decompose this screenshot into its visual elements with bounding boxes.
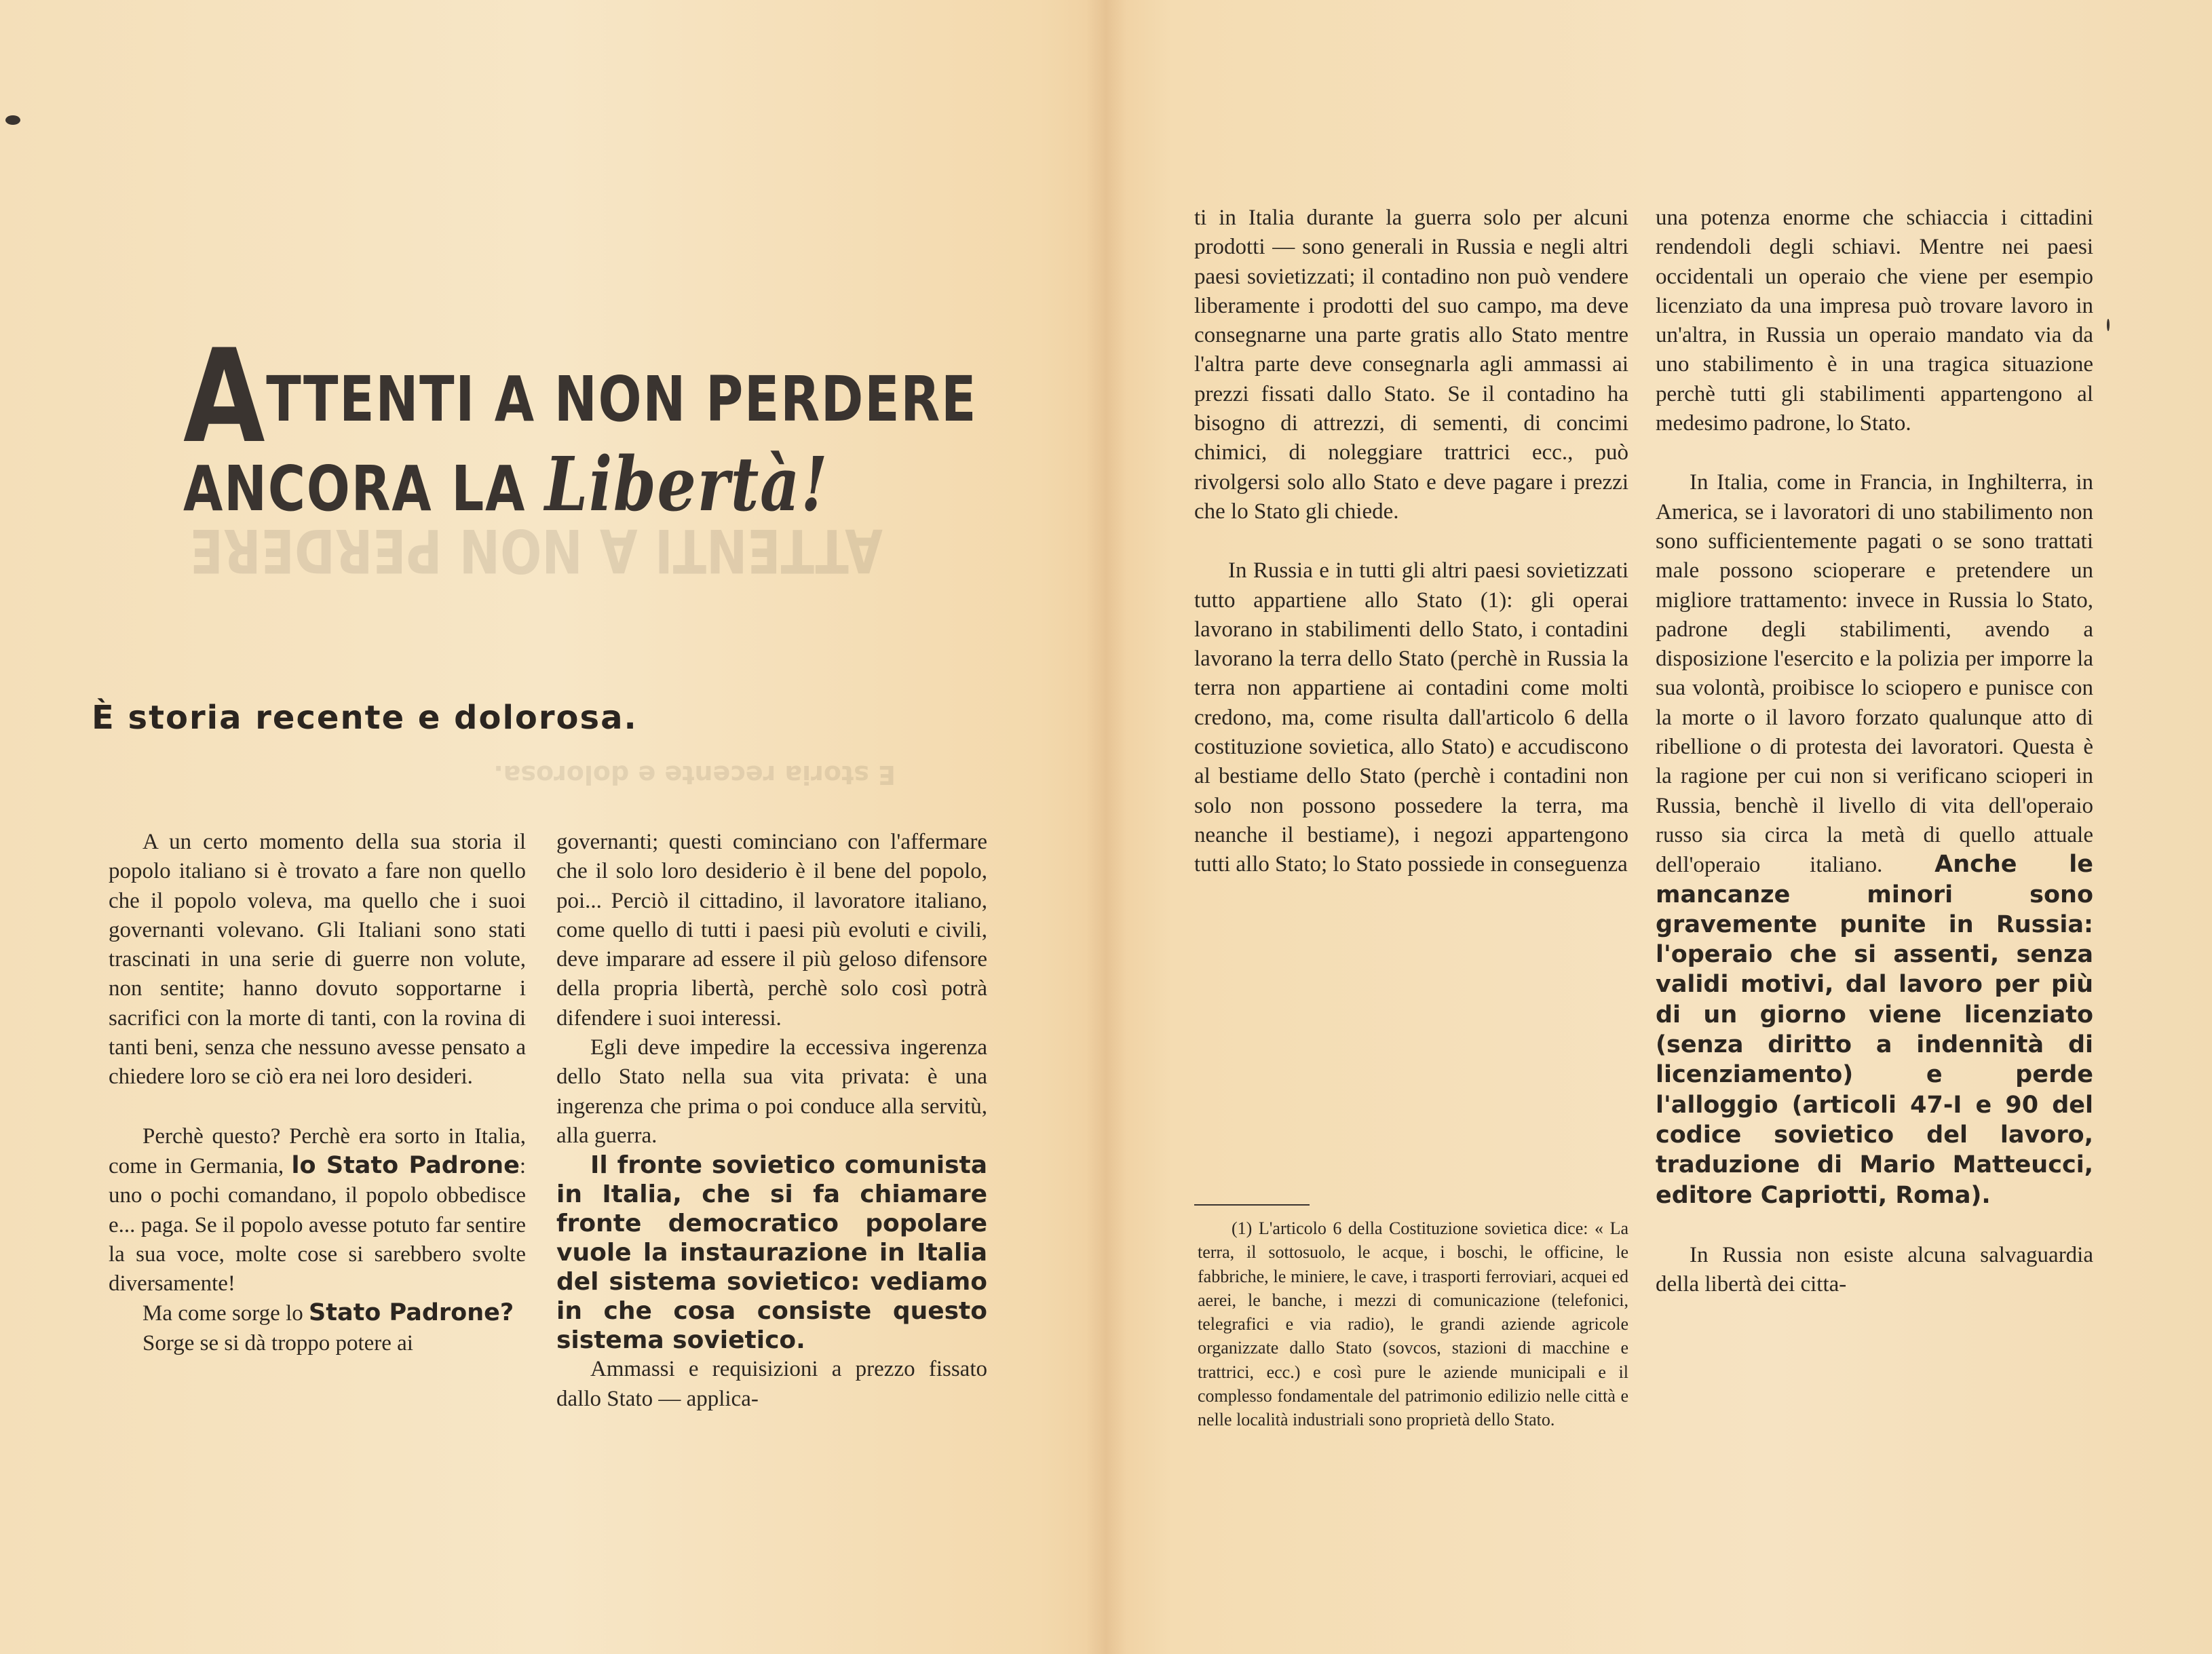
- column-1: [109, 828, 526, 1358]
- headline: [183, 322, 978, 530]
- stato-padrone-question: Stato Padrone?: [309, 1299, 514, 1327]
- column-2-paragraph-2: Egli deve impedire la eccessiva ingerenza dello Stato nella sua vita privata: è una ingerenza che prima o poi conduce alla servitù, alla guerra.: [556, 1035, 987, 1148]
- title-bleed-through: ATTENTI A NON PERDERE: [189, 516, 883, 585]
- headline-line-1-text: TTENTI A NON PERDERE: [266, 363, 978, 436]
- column-2-paragraph-4: Ammassi e requisizioni a prezzo fissato dallo Stato — applica-: [556, 1357, 987, 1411]
- column-4-paragraph-1: una potenza enorme che schiaccia i cittadini rendendoli degli schiavi. Mentre nei paesi occidentali un operaio che viene per esempio licenziato da una impresa può trovare lavoro in un'altra, in Russia un operaio mandato via da uno stabilimento è in una tragica situazione perchè tutti gli stabilimenti appartengono al medesimo padrone, lo Stato.: [1656, 206, 2093, 436]
- column-4-bold-passage: Anche le mancanze minori sono gravemente punite in Russia: l'operaio che si assenti, senza validi motivi, dal lavoro per più di un giorno viene licenziato (senza diritto a indennità di licenziamento) e perde l'alloggio (articoli 47-I e 90 del codice sovietico del lavoro, traduzione di Mario Matteucci, editore Capriotti, Roma).: [1656, 851, 2094, 1209]
- margin-speck: [2107, 319, 2110, 331]
- corner-speck: [5, 115, 20, 125]
- column-4-paragraph-3: In Russia non esiste alcuna salvaguardia della libertà dei citta-: [1656, 1242, 2093, 1297]
- headline-line-2-prefix: ANCORA LA: [183, 453, 545, 525]
- headline-liberta: Libertà!: [544, 440, 829, 528]
- headline-initial: A: [183, 322, 267, 472]
- footnote-text: (1) L'articolo 6 della Costituzione sovietica dice: « La terra, il sottosuolo, le acque, i boschi, le officine, le fabbriche, le miniere, le cave, i trasporti ferroviari, acquei ed aerei, le banche, i mezzi di comunicazione (telefonici, telegrafici e via radio), le grandi aziende agricole organizzate dallo Stato (sovcos, stazioni di macchine e trattrici, ecc.) e così pure le aziende municipali e il complesso fondamentale del patrimonio edilizio nelle città e nelle località industriali sono proprietà dello Stato.: [1198, 1218, 1628, 1430]
- column-3-paragraph-1: ti in Italia durante la guerra solo per alcuni prodotti — sono generali in Russia e negli altri paesi sovietizzati; il contadino non può vendere liberamente i prodotti del suo campo, ma deve consegnarne una parte gratis allo Stato mentre l'altra parte deve consegnarla agli ammassi ai prezzi fissati dallo Stato. Se il contadino ha bisogno di attrezzi, di sementi, di concimi chimici, di noleggiare trattrici ecc., può rivolgersi solo allo Stato e deve pagare i prezzi che lo Stato gli chiede.: [1194, 206, 1628, 524]
- column-1-paragraph-2-text-b: : uno o pochi comandano, il popolo obbedisce e... paga. Se il popolo avesse potuto far sentire la sua voce, molte cose si sarebbero svolte diversamente!: [109, 1153, 526, 1296]
- column-1-paragraph-3: [109, 1299, 526, 1328]
- headline-line-2: [183, 440, 829, 530]
- column-2-paragraph-1: governanti; questi cominciano con l'affermare che il solo loro desiderio è il bene del popolo, poi... Perciò il cittadino, il lavoratore italiano, come quello di tutti i paesi più evoluti e civili, deve imparare ad essere il più geloso difensore della propria libertà, perchè solo così potrà difendere i suoi interessi.: [556, 830, 987, 1031]
- subtitle-bleed-through: E storia recente e dolorosa.: [493, 760, 896, 790]
- subtitle: È storia recente e dolorosa.: [92, 699, 638, 737]
- headline-line-1: [183, 322, 978, 472]
- column-3-paragraph-2: In Russia e in tutti gli altri paesi sovietizzati tutto appartiene allo Stato (1): gli operai lavorano in stabilimenti dello Stato, i contadini lavorano la terra dello Stato (perchè in Russia la terra non appartiene ai contadini come molti credono, ma, come risulta dall'articolo 6 della costituzione sovietica, allo Stato) e accudiscono al bestiame dello Stato (perchè i contadini non solo non possono possedere la terra, ma neanche il bestiame), i negozi appartengono tutti allo Stato; lo Stato possiede in conseguenza: [1194, 558, 1628, 877]
- footnote-rule: [1194, 1204, 1310, 1206]
- column-4: [1656, 204, 2093, 1299]
- column-4-paragraph-2-text: In Italia, come in Francia, in Inghilterra, in America, se i lavoratori di uno stabilimento non sono sufficientemente pagati o se sono trattati male possono scioperare e pretendere un migliore trattamento: invece in Russia lo Stato, padrone degli stabilimenti, avendo a disposizione l'esercito e la polizia per imporre la sua volontà, proibisce lo sciopero e punisce con la morte o il lavoro forzato qualunque atto di ribellione o di protesta dei lavoratori. Questa è la ragione per cui non si verificano scioperi in Russia, benchè il livello di vita dell'operaio russo sia circa la metà di quello attuale dell'operaio italiano.: [1656, 470, 2093, 878]
- column-4-paragraph-2: [1656, 468, 2093, 1210]
- column-2: [556, 828, 987, 1414]
- page-fold: [1086, 0, 1126, 1654]
- column-3: [1194, 204, 1628, 880]
- column-1-paragraph-2-text-a: Perchè questo? Perchè era sorto in Italia, come in Germania,: [109, 1123, 526, 1178]
- column-1-paragraph-2: [109, 1122, 526, 1299]
- column-2-bold-paragraph: Il fronte sovietico comunista in Italia, che si fa chiamare fronte democratico popolare vuole la instaurazione in Italia del sistema sovietico: vediamo in che cosa consiste questo sistema sovietico.: [556, 1151, 987, 1355]
- stato-padrone-bold: lo Stato Padrone: [291, 1151, 520, 1179]
- footnote: [1198, 1216, 1628, 1432]
- column-1-paragraph-3-text: Ma come sorge lo: [142, 1301, 309, 1326]
- column-1-paragraph-4: Sorge se si dà troppo potere ai: [142, 1330, 413, 1355]
- column-1-paragraph-1: A un certo momento della sua storia il popolo italiano si è trovato a fare non quello che il popolo voleva, ma quello che i suoi governanti volevano. Gli Italiani sono stati trascinati in una serie di guerre non volute, non sentite; hanno dovuto sopportarne i sacrifici con la morte di tanti, con la rovina di tanti beni, senza che nessuno avesse pensato a chiedere loro se ciò era nei loro desideri.: [109, 830, 526, 1090]
